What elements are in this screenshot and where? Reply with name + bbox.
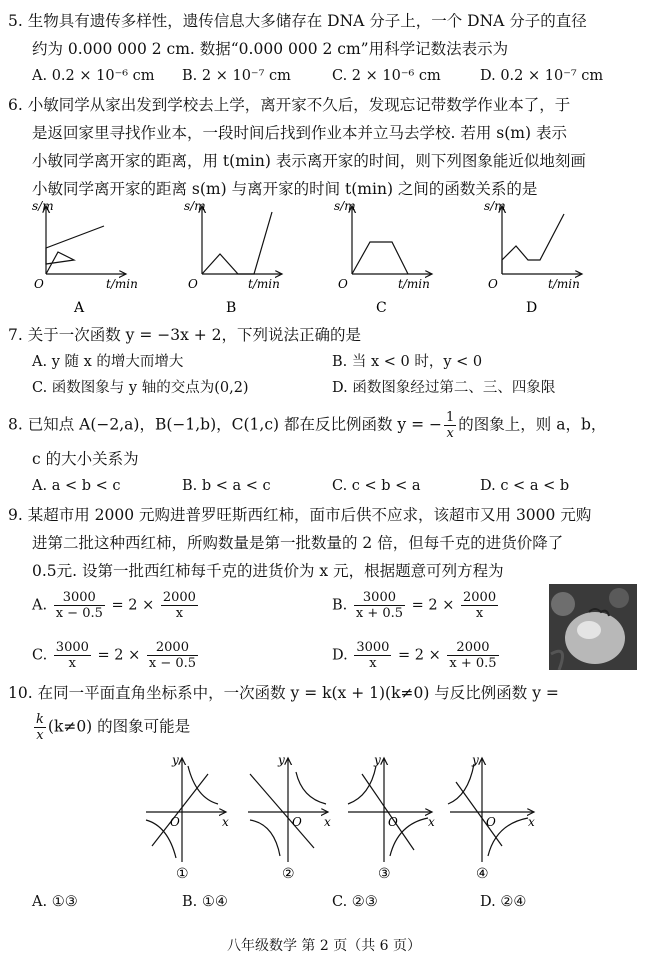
- q6-graph-b-curve: [202, 212, 272, 274]
- q10-graph-2: [248, 753, 331, 882]
- q9-stem-line1: 9. 某超市用 2000 元购进普罗旺斯西红柿，面市后供不应求，该超市又用 3000 元购: [8, 506, 592, 524]
- q9-option-d-right-frac: [447, 640, 498, 671]
- q9-option-a-left-den: x − 0.5: [55, 606, 103, 621]
- q10-option-b: B. ①④: [182, 894, 228, 910]
- q9-option-b-mid: = 2 ×: [411, 597, 455, 614]
- q6-graph-b-label: B: [226, 300, 237, 316]
- q9-option-c-left-frac: [54, 640, 91, 671]
- q10-graph-2-xlabel: x: [324, 815, 331, 829]
- q6-graph-b-xlabel: t/min: [248, 277, 280, 291]
- q6-graph-a-label: A: [74, 300, 85, 316]
- q10-graph-1-origin: O: [170, 815, 180, 829]
- q6-graph-a-curve: [46, 226, 104, 274]
- q10-stem-part2: (k≠0) 的图象可能是: [47, 717, 191, 736]
- q10-graph-2-ylabel: y: [278, 753, 285, 767]
- q9-option-c-left-num: 3000: [55, 640, 89, 655]
- q9-option-b-left-num: 3000: [354, 590, 405, 606]
- q10-graph-1: [146, 753, 229, 882]
- q6-graph-d-ylabel: s/m: [484, 199, 506, 213]
- q8-fraction: [444, 410, 456, 441]
- q10-graph-3-xlabel: x: [428, 815, 435, 829]
- q9-option-a: [32, 590, 200, 621]
- q6-graph-c-ylabel: s/m: [334, 199, 356, 213]
- q10-graph-1-line: [152, 774, 208, 846]
- q8-option-a: A. a < b < c: [32, 478, 121, 494]
- q10-graph-3-origin: O: [388, 815, 398, 829]
- q8-option-b: B. b < a < c: [182, 478, 271, 494]
- q8-stem-line1: [8, 410, 606, 441]
- q9-option-d-left-frac: [354, 640, 391, 671]
- q8-stem-line2: c 的大小关系为: [32, 450, 139, 468]
- q9-option-a-right-num: 2000: [162, 590, 196, 605]
- q7-option-d: D. 函数图象经过第二、三、四象限: [332, 380, 556, 396]
- q6-graph-d-origin: O: [488, 277, 498, 291]
- q10-graph-4-hyperbola-q2: [448, 764, 474, 804]
- q9-option-d-right-den: x + 0.5: [449, 656, 497, 671]
- q9-option-a-left-frac: [54, 590, 105, 621]
- q10-option-d: D. ②④: [480, 894, 527, 910]
- q5-option-d: D. 0.2 × 10⁻⁷ cm: [480, 68, 604, 84]
- q6-graph-c-origin: O: [338, 277, 348, 291]
- q10-graph-4-ylabel: y: [472, 753, 479, 767]
- q9-option-a-right-den: x: [175, 606, 184, 621]
- q6-graph-d-label: D: [526, 300, 538, 316]
- q9-option-d-letter: D.: [332, 647, 348, 664]
- q10-fraction-numerator: k: [36, 712, 44, 727]
- q7-option-b: B. 当 x < 0 时，y < 0: [332, 354, 483, 370]
- q9-option-a-mid: = 2 ×: [111, 597, 155, 614]
- q10-graph-2-label: ②: [282, 866, 295, 882]
- q5-stem-line1: 5. 生物具有遗传多样性，遗传信息大多储存在 DNA 分子上，一个 DNA 分子的直径: [8, 12, 587, 30]
- q9-option-b-left-frac: [354, 590, 405, 621]
- q6-graph-c: [334, 199, 432, 316]
- q5-option-a: A. 0.2 × 10⁻⁶ cm: [32, 68, 155, 84]
- q10-graph-2-hyperbola-q3: [250, 820, 280, 856]
- q6-graph-a-xlabel: t/min: [106, 277, 138, 291]
- q10-graph-2-hyperbola-q1: [296, 772, 326, 804]
- page-footer: 八年级数学 第 2 页（共 6 页）: [226, 938, 422, 954]
- q9-option-b-letter: B.: [332, 597, 348, 614]
- q10-option-a: A. ①③: [32, 894, 78, 910]
- q10-graph-3-ylabel: y: [374, 753, 381, 767]
- q9-option-d-left-num: 3000: [356, 640, 390, 655]
- q9-option-c-right-num: 2000: [147, 640, 198, 656]
- q10-graph-3-label: ③: [378, 866, 391, 882]
- q10-graph-3: [348, 753, 435, 882]
- q10-graph-1-label: ①: [176, 866, 189, 882]
- q9-option-b: [332, 590, 500, 621]
- q10-stem-line2: [32, 712, 190, 743]
- q10-graph-4-origin: O: [486, 815, 496, 829]
- q6-graph-d-curve: [502, 214, 564, 274]
- q9-stem-line2: 进第二批这种西红柿，所购数量是第一批数量的 2 倍，但每千克的进货价降了: [32, 534, 564, 552]
- q6-stem-line3: 小敏同学离开家的距离，用 t(min) 表示离开家的时间，则下列图象能近似地刻画: [32, 152, 586, 170]
- q6-graph-b-origin: O: [188, 277, 198, 291]
- q6-graph-d-xlabel: t/min: [548, 277, 580, 291]
- q10-graph-1-ylabel: y: [172, 753, 179, 767]
- q9-option-a-letter: A.: [32, 597, 48, 614]
- q9-option-b-right-num: 2000: [463, 590, 497, 605]
- q9-option-a-left-num: 3000: [54, 590, 105, 606]
- q9-option-b-right-frac: [461, 590, 498, 621]
- tomato-photo: [549, 584, 637, 670]
- q6-graph-c-curve: [352, 242, 408, 274]
- q6-graph-a-origin: O: [34, 277, 44, 291]
- q9-option-d: [332, 640, 501, 671]
- q9-option-b-right-den: x: [475, 606, 484, 621]
- q10-graph-2-origin: O: [292, 815, 302, 829]
- q10-graphs: [138, 752, 538, 884]
- q10-graph-2-line: [250, 774, 314, 848]
- q7-stem: 7. 关于一次函数 y = −3x + 2，下列说法正确的是: [8, 326, 362, 344]
- q10-graph-1-hyperbola-q1: [188, 766, 218, 804]
- q10-fraction: [34, 712, 46, 743]
- q9-option-a-right-frac: [161, 590, 198, 621]
- q9-stem-line3: 0.5元. 设第一批西红柿每千克的进货价为 x 元，根据题意可列方程为: [32, 562, 504, 580]
- q8-stem-part1: 8. 已知点 A(−2,a)，B(−1,b)，C(1,c) 都在反比例函数 y = −: [8, 415, 442, 434]
- q8-stem-part2: 的图象上，则 a，b，: [458, 415, 607, 434]
- q9-option-d-left-den: x: [369, 656, 377, 671]
- q10-fraction-denominator: x: [36, 728, 44, 743]
- q6-graph-b-ylabel: s/m: [184, 199, 206, 213]
- q6-graph-b: [184, 199, 282, 316]
- q9-option-c-letter: C.: [32, 647, 48, 664]
- q10-graph-4: [448, 753, 535, 882]
- q9-option-d-right-num: 2000: [447, 640, 498, 656]
- q9-option-c: [32, 640, 200, 671]
- q9-option-c-mid: = 2 ×: [97, 647, 141, 664]
- q10-graph-4-label: ④: [476, 866, 489, 882]
- q10-graph-3-hyperbola-q2: [348, 766, 376, 804]
- q9-option-c-left-den: x: [68, 656, 77, 671]
- q6-graphs: [28, 198, 640, 318]
- q6-graph-a-ylabel: s/m: [32, 199, 54, 213]
- q7-option-a: A. y 随 x 的增大而增大: [32, 354, 184, 370]
- q7-option-c: C. 函数图象与 y 轴的交点为(0,2): [32, 380, 249, 396]
- q5-option-b: B. 2 × 10⁻⁷ cm: [182, 68, 291, 84]
- q5-stem-line2: 约为 0.000 000 2 cm. 数据“0.000 000 2 cm”用科学记数法表示为: [32, 40, 509, 58]
- q8-option-c: C. c < b < a: [332, 478, 421, 494]
- q8-fraction-denominator: x: [446, 426, 454, 441]
- q6-graph-a: [32, 199, 138, 316]
- q9-option-c-right-frac: [147, 640, 198, 671]
- q6-stem-line4: 小敏同学离开家的距离 s(m) 与离开家的时间 t(min) 之间的函数关系的是: [32, 180, 538, 198]
- q8-option-d: D. c < a < b: [480, 478, 570, 494]
- q8-fraction-numerator: 1: [446, 410, 455, 425]
- q6-stem-line2: 是返回家里寻找作业本，一段时间后找到作业本并立马去学校. 若用 s(m) 表示: [32, 124, 567, 142]
- q10-graph-4-xlabel: x: [528, 815, 535, 829]
- q9-option-d-mid: = 2 ×: [398, 647, 441, 664]
- q10-stem-line1: 10. 在同一平面直角坐标系中，一次函数 y = k(x + 1)(k≠0) 与反比例函数 y =: [8, 684, 559, 702]
- q9-option-c-right-den: x − 0.5: [148, 656, 197, 671]
- q5-option-c: C. 2 × 10⁻⁶ cm: [332, 68, 441, 84]
- q9-option-b-left-den: x + 0.5: [355, 606, 404, 621]
- q6-graph-c-xlabel: t/min: [398, 277, 430, 291]
- q10-option-c: C. ②③: [332, 894, 378, 910]
- q6-graph-c-label: C: [376, 300, 387, 316]
- q6-graph-d: [484, 199, 582, 316]
- q6-stem-line1: 6. 小敏同学从家出发到学校去上学，离开家不久后，发现忘记带数学作业本了，于: [8, 96, 571, 114]
- q10-graph-1-xlabel: x: [222, 815, 229, 829]
